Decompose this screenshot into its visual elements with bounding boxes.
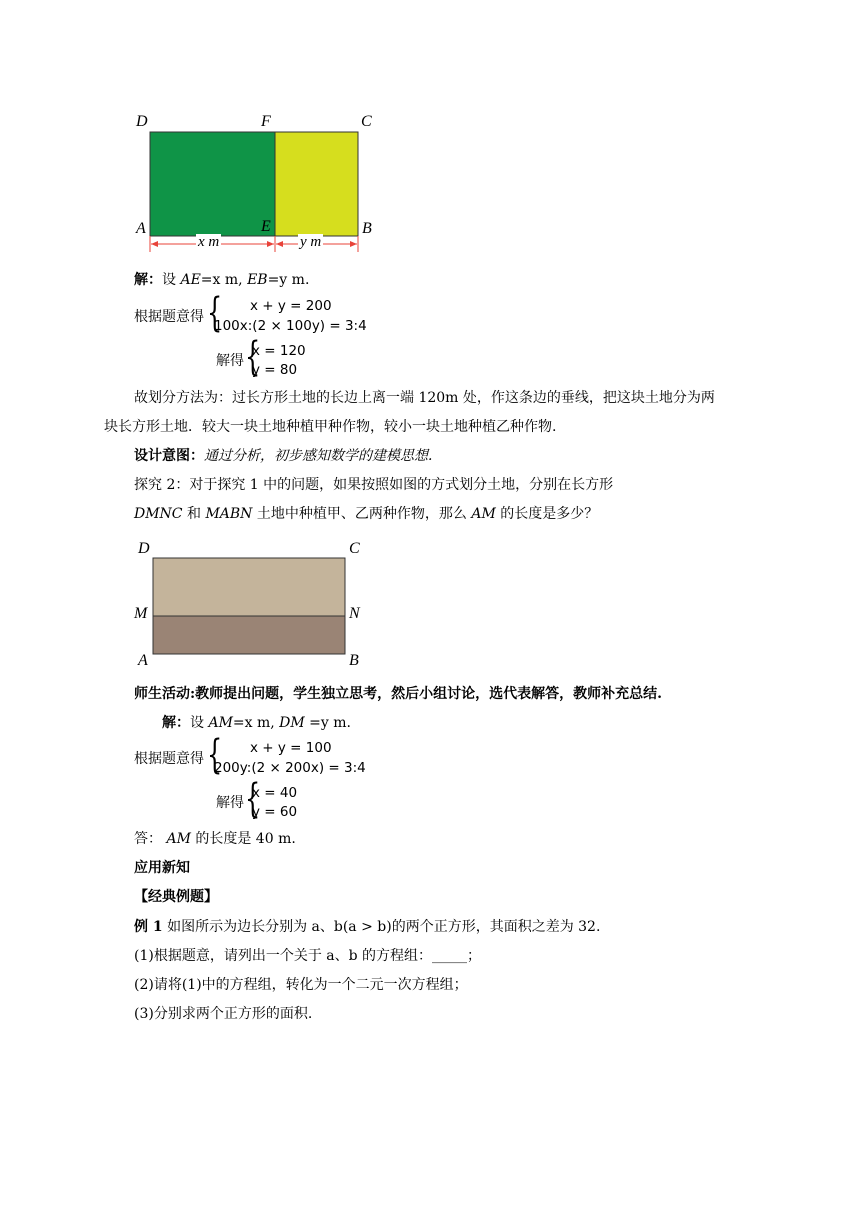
figure-2-svg bbox=[130, 538, 380, 670]
label-D2: D bbox=[138, 540, 150, 557]
figure-1-svg bbox=[130, 110, 390, 260]
var-am: AM bbox=[471, 506, 496, 522]
solution-2 bbox=[162, 713, 351, 733]
example-1-label: 例 1 bbox=[134, 919, 163, 935]
label-C: C bbox=[361, 113, 372, 130]
field-green bbox=[150, 132, 275, 236]
explore-2b-mid2: 土地中种植甲、乙两种作物，那么 bbox=[252, 506, 472, 522]
result-2-prefix: 解得 bbox=[216, 795, 244, 811]
eb-value: =y m. bbox=[267, 272, 310, 288]
equation-1-prefix: 根据题意得 bbox=[134, 309, 204, 325]
result-2-line-2: y = 60 bbox=[252, 804, 298, 820]
figure-2 bbox=[130, 538, 380, 670]
answer-pre: 答： bbox=[134, 831, 167, 847]
question-3: (3)分别求两个正方形的面积. bbox=[134, 1006, 313, 1022]
label-D: D bbox=[136, 113, 148, 130]
dim-label-x: x m bbox=[198, 234, 220, 250]
equation-2-line-1: x + y = 100 bbox=[250, 740, 332, 756]
brace-2: { bbox=[245, 334, 261, 380]
label-A2: A bbox=[138, 652, 148, 669]
label-A: A bbox=[136, 220, 146, 237]
answer-post: 的长度是 40 m. bbox=[190, 831, 296, 847]
example-1 bbox=[134, 917, 600, 937]
paragraph-1a: 故划分方法为：过长方形土地的长边上离一端 120m 处，作这条边的垂线，把这块土地分为两 bbox=[134, 390, 715, 406]
solution-2-text: 设 bbox=[190, 715, 209, 731]
dim-label-y: y m bbox=[300, 234, 322, 250]
label-E: E bbox=[261, 218, 271, 235]
dm-value: =y m. bbox=[304, 715, 351, 731]
question-2: (2)请将(1)中的方程组，转化为一个二元一次方程组； bbox=[134, 977, 468, 993]
explore-2a: 探究 2：对于探究 1 中的问题，如果按照如图的方式划分土地，分别在长方形 bbox=[134, 477, 614, 493]
label-F: F bbox=[261, 113, 271, 130]
design-label: 设计意图： bbox=[134, 448, 204, 464]
result-2-line-1: x = 40 bbox=[252, 785, 298, 801]
label-C2: C bbox=[349, 540, 360, 557]
var-dm: DM bbox=[279, 715, 305, 731]
equation-2-line-2: 200y:(2 × 200x) = 3:4 bbox=[214, 760, 366, 776]
solution-2-label: 解： bbox=[162, 715, 190, 731]
equation-1-line-2: 100x:(2 × 100y) = 3:4 bbox=[214, 318, 367, 334]
answer bbox=[134, 829, 296, 849]
question-1: (1)根据题意，请列出一个关于 a、b 的方程组：_____； bbox=[134, 948, 482, 964]
var-dmnc: DMNC bbox=[134, 506, 183, 522]
label-M: M bbox=[134, 605, 148, 622]
result-1-line-1: x = 120 bbox=[252, 343, 306, 359]
figure-1 bbox=[130, 110, 390, 260]
result-1-prefix: 解得 bbox=[216, 353, 244, 369]
brace-4: { bbox=[245, 776, 261, 822]
var-ae: AE bbox=[180, 272, 201, 288]
section-apply: 应用新知 bbox=[134, 860, 190, 876]
brace-3: { bbox=[207, 732, 223, 778]
brace-1: { bbox=[207, 290, 223, 336]
arrow-x-left bbox=[151, 241, 158, 247]
answer-am: AM bbox=[166, 831, 191, 847]
var-am-2: AM bbox=[208, 715, 233, 731]
label-N: N bbox=[349, 605, 360, 622]
design-intent bbox=[134, 446, 432, 466]
result-1-line-2: y = 80 bbox=[252, 362, 298, 378]
field-top bbox=[153, 558, 345, 616]
solution-1 bbox=[134, 270, 309, 290]
ae-value: =x m, bbox=[200, 272, 248, 288]
solution-text: 设 bbox=[162, 272, 181, 288]
var-mabn: MABN bbox=[205, 506, 253, 522]
label-B2: B bbox=[349, 652, 359, 669]
equation-1-line-1: x + y = 200 bbox=[250, 298, 332, 314]
design-text: 通过分析，初步感知数学的建模思想. bbox=[204, 448, 433, 464]
label-B: B bbox=[362, 220, 372, 237]
section-examples: 【经典例题】 bbox=[134, 889, 218, 905]
arrow-y-right bbox=[350, 241, 357, 247]
teacher-activity: 师生活动:教师提出问题，学生独立思考，然后小组讨论，选代表解答，教师补充总结. bbox=[134, 686, 663, 702]
explore-2b bbox=[134, 504, 598, 524]
example-1-text: 如图所示为边长分别为 a、b(a > b)的两个正方形，其面积之差为 32. bbox=[162, 919, 601, 935]
solution-label: 解： bbox=[134, 272, 162, 288]
am-value: =x m, bbox=[232, 715, 280, 731]
paragraph-1b: 块长方形土地．较大一块土地种植甲种作物，较小一块土地种植乙种作物. bbox=[104, 419, 557, 435]
arrow-y-left bbox=[276, 241, 283, 247]
field-yellow bbox=[275, 132, 358, 236]
equation-2-prefix: 根据题意得 bbox=[134, 751, 204, 767]
field-bottom bbox=[153, 616, 345, 654]
var-eb: EB bbox=[247, 272, 268, 288]
explore-2b-end: 的长度是多少？ bbox=[495, 506, 599, 522]
arrow-x-right bbox=[267, 241, 274, 247]
explore-2b-mid: 和 bbox=[182, 506, 206, 522]
